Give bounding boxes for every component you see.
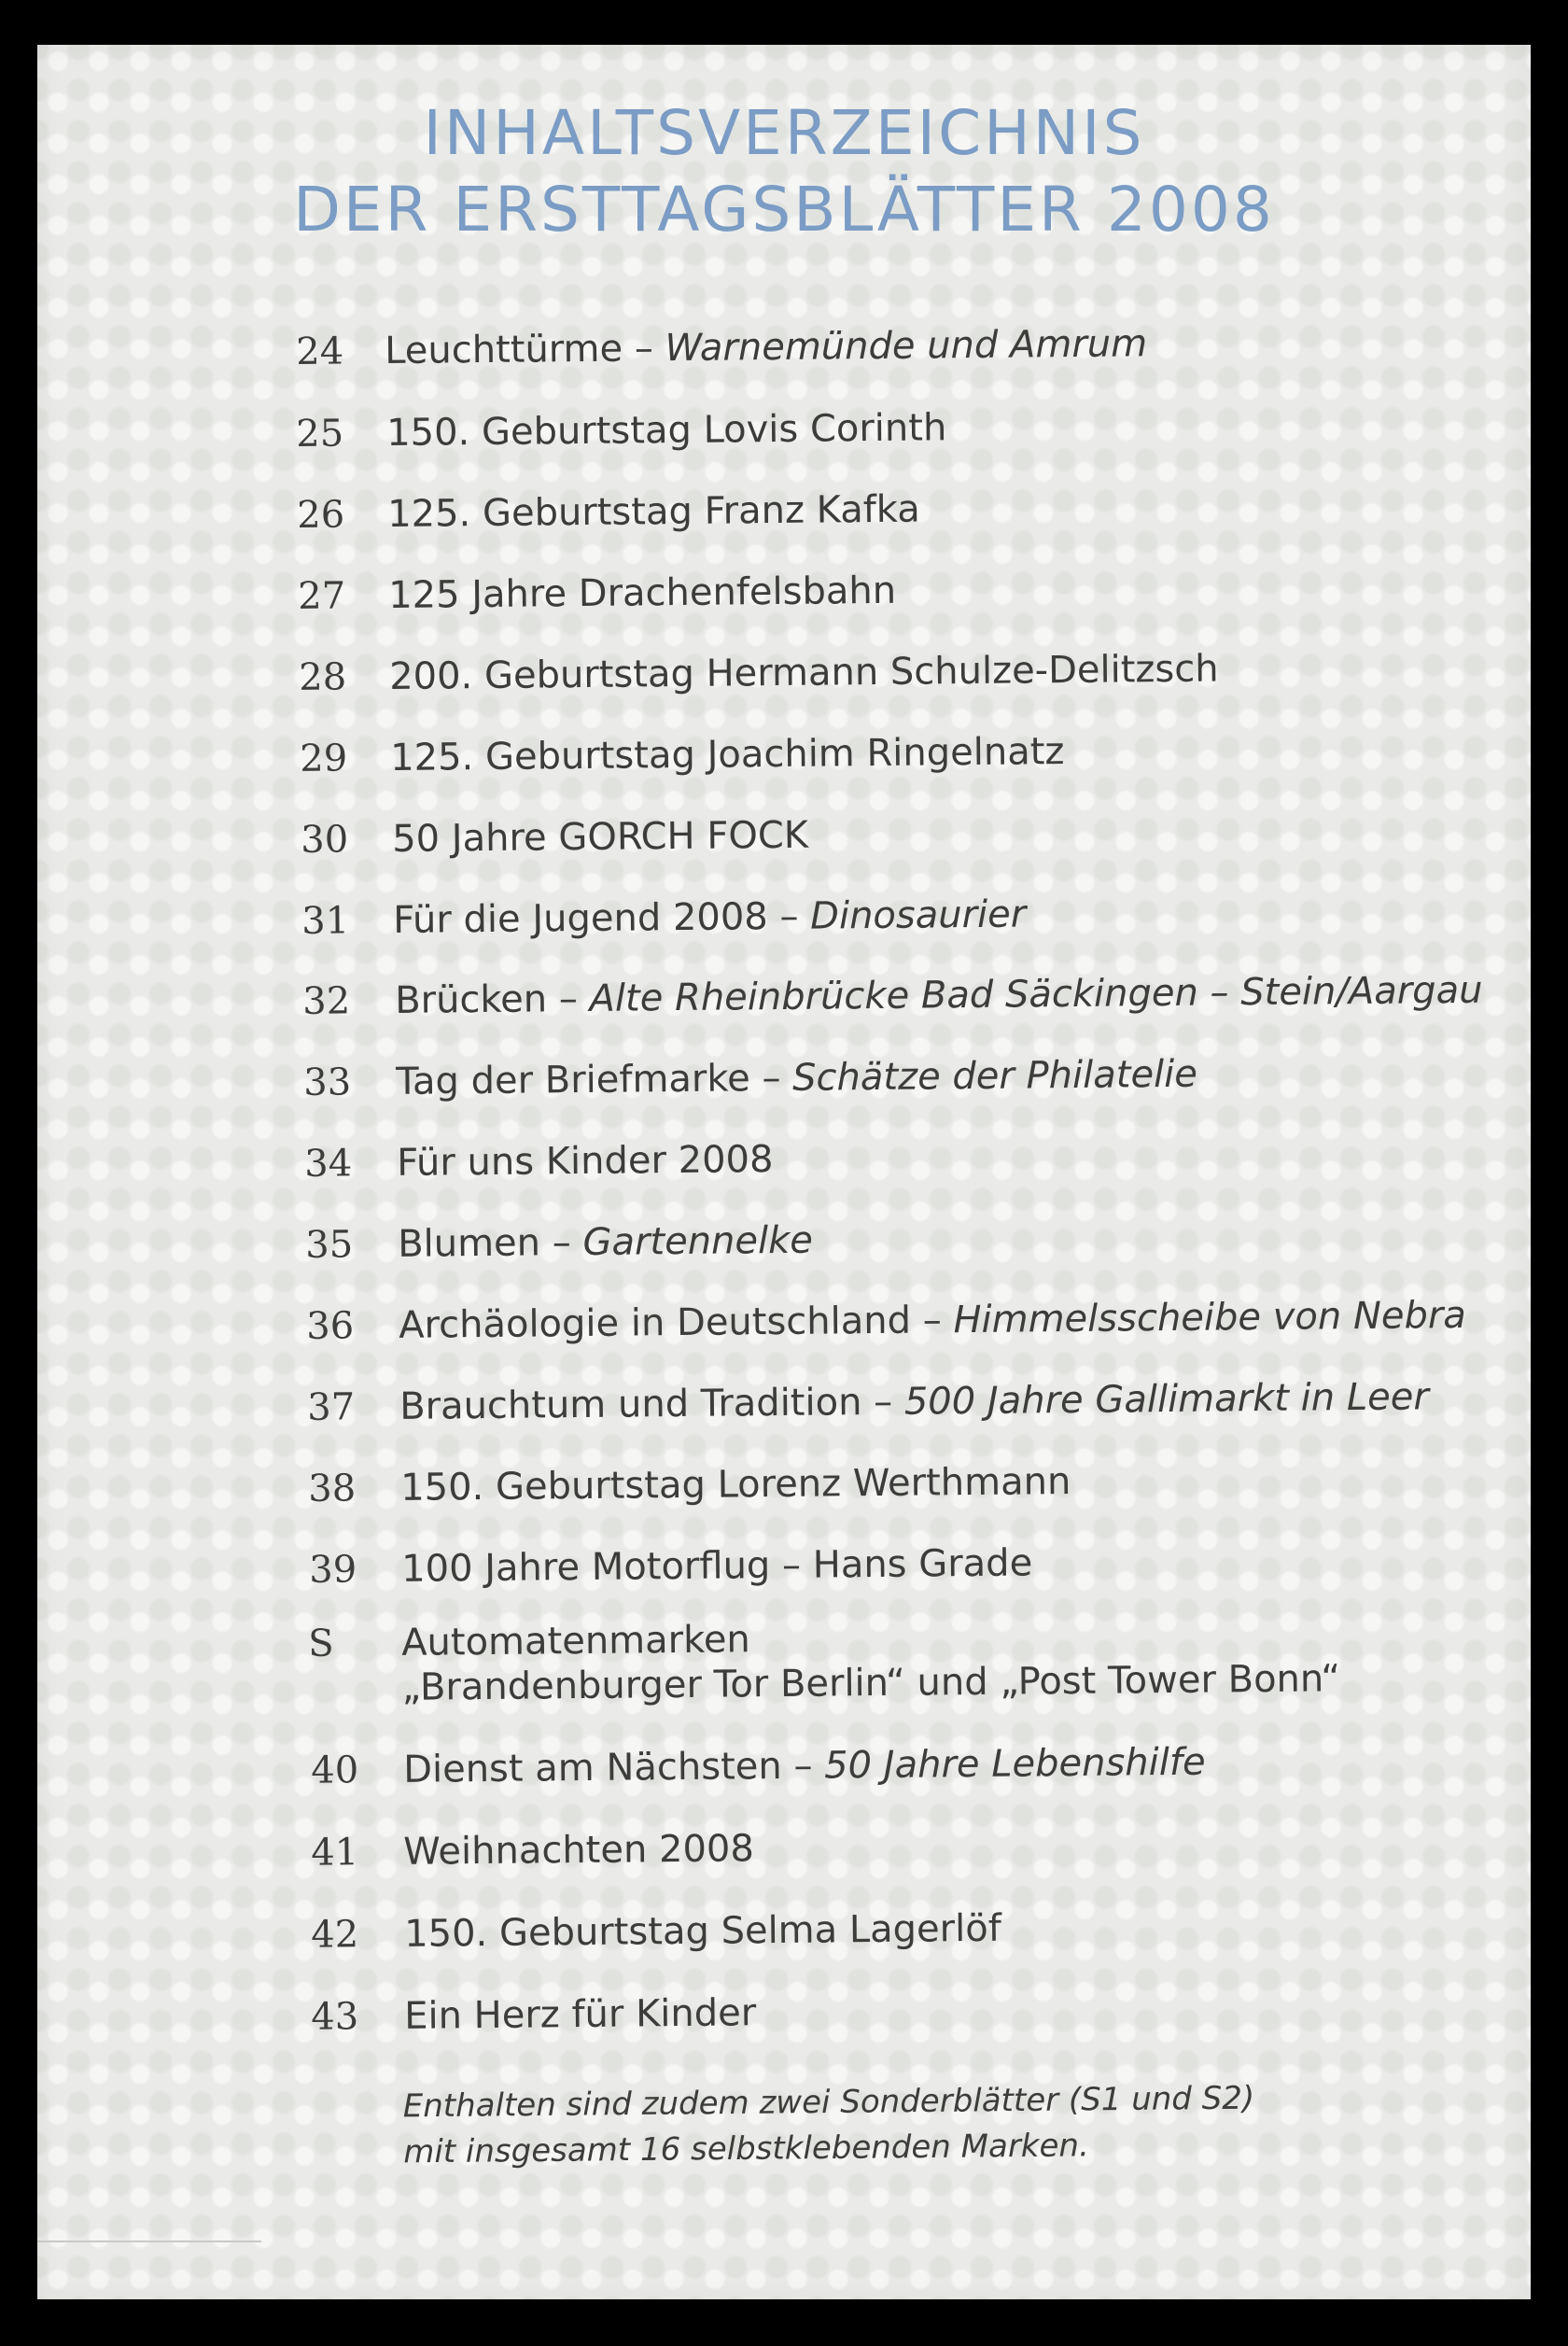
toc-number: 24	[296, 330, 344, 373]
toc-number: 41	[311, 1831, 359, 1875]
toc-number: 27	[298, 574, 346, 618]
toc-subtitle: Schätze der Philatelie	[791, 1052, 1198, 1100]
footnote	[403, 2076, 1255, 2176]
toc-title: 125. Geburtstag Joachim Ringelnatz	[389, 730, 1065, 780]
toc-title: Blumen –	[397, 1221, 583, 1266]
toc-subtitle: Gartennelke	[582, 1218, 814, 1265]
document-page	[37, 45, 1531, 2299]
toc-title: Leuchttürme –	[384, 327, 665, 373]
toc-subtitle: 50 Jahre Lebenshilfe	[823, 1740, 1206, 1788]
footnote-line-1: Enthalten sind zudem zwei Sonderblätter (S1 und S2)	[402, 2079, 1255, 2126]
toc-number: S	[307, 1622, 334, 1665]
toc-number: 35	[305, 1223, 354, 1267]
toc-number: 37	[307, 1385, 356, 1429]
toc-title: 150. Geburtstag Lorenz Werthmann	[399, 1459, 1071, 1510]
toc-number: 28	[299, 655, 347, 699]
toc-title: Ein Herz für Kinder	[403, 1991, 757, 2038]
toc-number: 30	[301, 818, 349, 862]
toc-number: 43	[311, 1995, 359, 2039]
toc-number: 39	[309, 1548, 357, 1592]
toc-title: 125. Geburtstag Franz Kafka	[386, 487, 920, 537]
toc-number: 36	[306, 1304, 355, 1348]
page-title-line-2: DER ERSTTAGSBLÄTTER 2008	[293, 174, 1275, 246]
toc-number: 31	[301, 899, 350, 943]
toc-title: Archäologie in Deutschland –	[398, 1299, 954, 1347]
toc-title: Brücken –	[394, 976, 590, 1022]
toc-title: 50 Jahre GORCH FOCK	[391, 813, 809, 861]
toc-number: 40	[311, 1749, 359, 1792]
toc-title: Weihnachten 2008	[402, 1827, 755, 1874]
toc-subtitle: Alte Rheinbrücke Bad Säckingen – Stein/Aargau	[589, 968, 1483, 1020]
toc-title: 100 Jahre Motorflug – Hans Grade	[400, 1541, 1033, 1591]
toc-number: 25	[296, 412, 344, 456]
toc-title: Für die Jugend 2008 –	[392, 894, 811, 942]
toc-title: Brauchtum und Tradition –	[399, 1380, 905, 1428]
toc-number: 34	[304, 1142, 353, 1186]
toc-number: 32	[302, 979, 351, 1023]
toc-subtitle: Dinosaurier	[809, 892, 1027, 938]
toc-title-line-2: „Brandenburger Tor Berlin“ und „Post Tower Bonn“	[401, 1657, 1341, 1709]
toc-number: 42	[311, 1913, 359, 1957]
toc-title: Dienst am Nächsten –	[402, 1744, 825, 1791]
toc-title: 200. Geburtstag Hermann Schulze-Delitzsch	[388, 647, 1219, 698]
toc-title: Tag der Briefmarke –	[395, 1056, 793, 1103]
toc-subtitle: Warnemünde und Amrum	[665, 322, 1148, 371]
toc-subtitle: Himmelsscheibe von Nebra	[953, 1293, 1467, 1342]
page-edge-divider	[37, 2241, 261, 2242]
toc-title: 150. Geburtstag Lovis Corinth	[385, 406, 947, 456]
footnote-line-2: mit insgesamt 16 selbstklebenden Marken.	[403, 2127, 1089, 2171]
toc-number: 38	[308, 1467, 357, 1510]
page-title-line-1: INHALTSVERZEICHNIS	[423, 97, 1145, 169]
toc-title: Für uns Kinder 2008	[396, 1138, 774, 1185]
toc-subtitle: 500 Jahre Gallimarkt in Leer	[903, 1375, 1430, 1424]
toc-number: 33	[303, 1061, 352, 1104]
toc-title: Automatenmarken	[400, 1618, 751, 1665]
toc-number: 26	[297, 493, 345, 537]
toc-title: 125 Jahre Drachenfelsbahn	[387, 569, 897, 618]
toc-number: 29	[300, 737, 348, 780]
toc-title: 150. Geburtstag Selma Lagerlöf	[403, 1906, 1001, 1956]
